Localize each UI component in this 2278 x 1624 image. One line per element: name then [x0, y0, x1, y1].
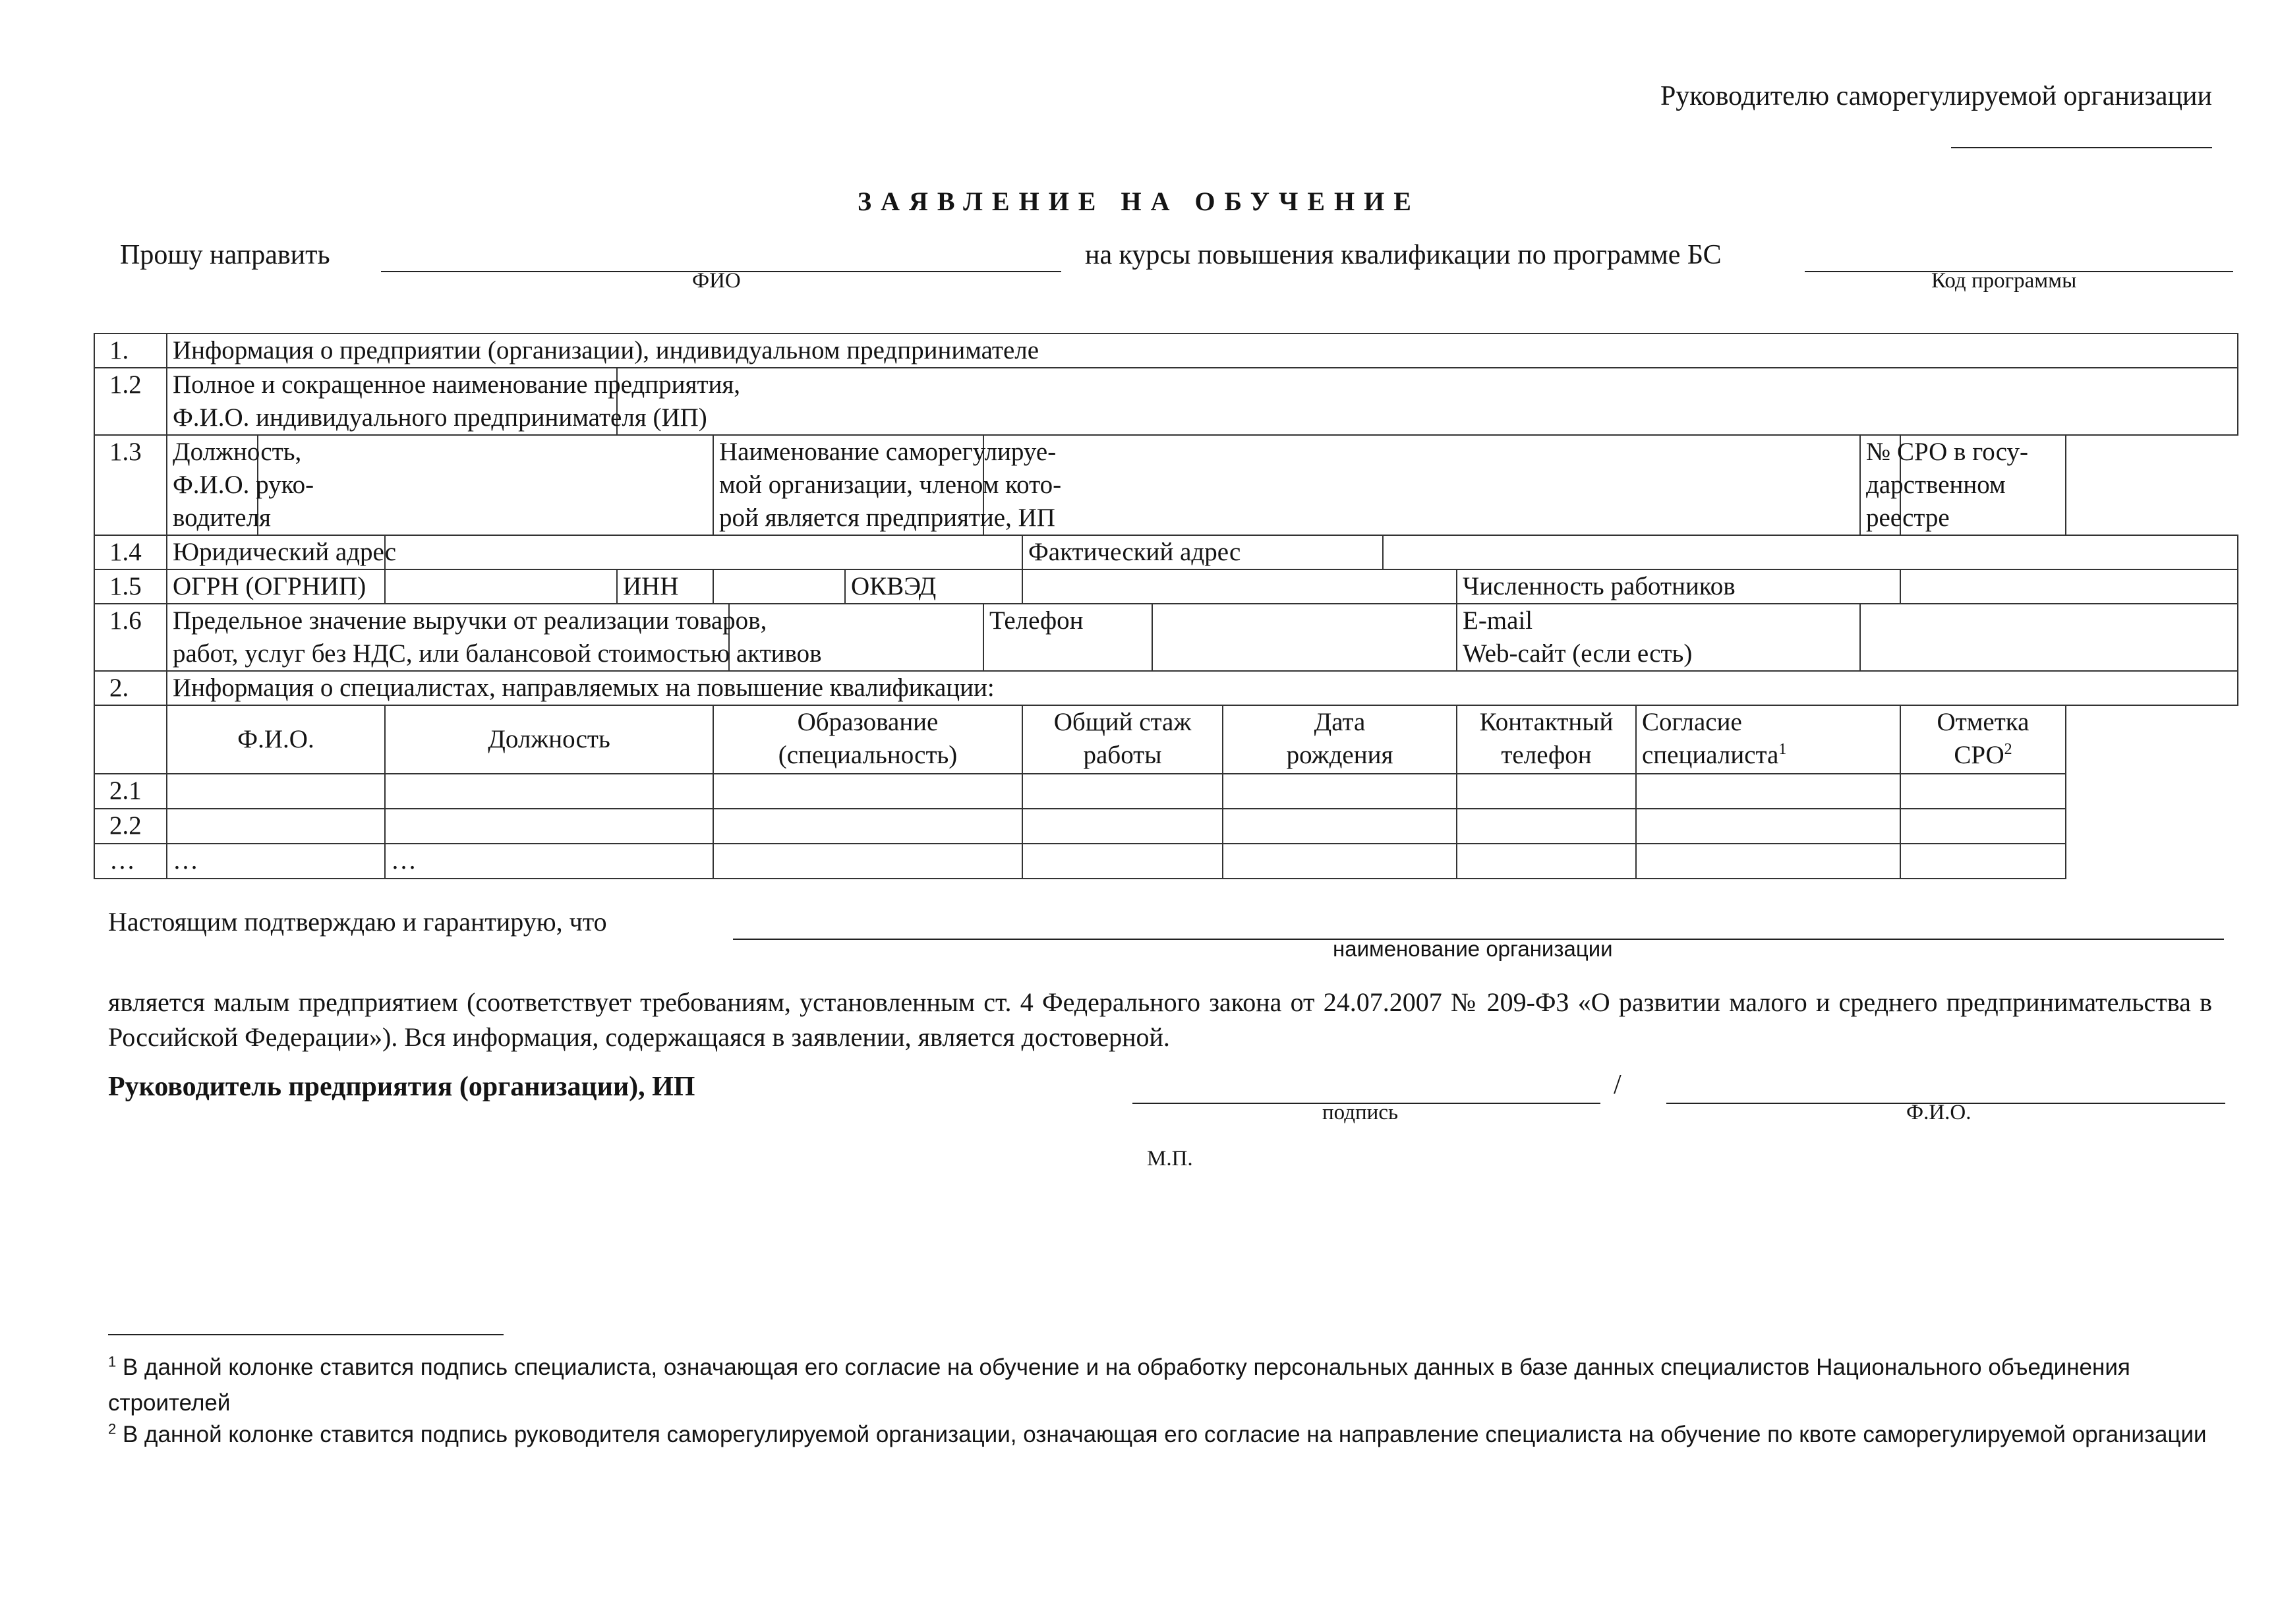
col-header-consent-line-2 [1642, 739, 1894, 772]
row-number: 2.2 [94, 809, 167, 844]
specialist-row-2-1 [94, 774, 2238, 809]
col-header-experience [1022, 705, 1223, 774]
okved-label: ОКВЭД [845, 569, 1022, 604]
document-title: ЗАЯВЛЕНИЕ НА ОБУЧЕНИЕ [858, 187, 1420, 216]
col-header-consent-line-1: Согласие [1642, 708, 1742, 736]
sro-name-label-line-2: мой организации, членом кото- [719, 471, 1062, 499]
specialist-fio-field[interactable] [167, 774, 385, 809]
inn-label: ИНН [617, 569, 713, 604]
specialist-sro-mark-field[interactable] [1900, 809, 2066, 844]
application-form-table [94, 333, 2238, 879]
row-number: 1.6 [94, 604, 167, 671]
sro-registry-label-line-3: реестре [1866, 504, 1950, 532]
section-2-title: Информация о специалистах, направляемых на повышение квалификации: [167, 671, 2238, 705]
row-1-3 [94, 435, 2238, 535]
stamp-place-label: М.П. [1147, 1147, 1193, 1171]
signature-caption: подпись [1322, 1101, 1399, 1124]
section-1-title: Информация о предприятии (организации), индивидуальном предпринимателе [167, 334, 2238, 368]
email-web-field[interactable] [1860, 604, 2238, 671]
row-number-ellipsis: … [94, 844, 167, 879]
col-header-fio: Ф.И.О. [167, 705, 385, 774]
legal-address-field[interactable] [385, 535, 1022, 569]
actual-address-label: Фактический адрес [1022, 535, 1383, 569]
company-name-label-line-1: Полное и сокращенное наименование предприятия, [173, 370, 741, 399]
col-header-experience-line-2: работы [1083, 741, 1162, 769]
col-header-birthdate-line-2: рождения [1286, 741, 1393, 769]
specialist-phone-field[interactable] [1457, 844, 1636, 879]
legal-address-label: Юридический адрес [167, 535, 385, 569]
col-header-contact-phone-line-2: телефон [1501, 741, 1592, 769]
col-header-education-line-2: (специальность) [778, 741, 958, 769]
footnote-separator [108, 1334, 504, 1335]
ogrn-label: ОГРН (ОГРНИП) [167, 569, 385, 604]
okved-field[interactable] [1022, 569, 1457, 604]
sro-name-label-line-1: Наименование саморегулируе- [719, 438, 1057, 466]
specialists-header-row [94, 705, 2238, 774]
col-header-sro-mark-line-1: Отметка [1937, 708, 2030, 736]
director-label-line-2: Ф.И.О. руко- [173, 471, 314, 499]
director-label [167, 435, 314, 535]
footnote-ref-2: 2 [2004, 741, 2012, 758]
row-1-5 [94, 569, 2238, 604]
specialist-education-field[interactable] [713, 774, 1022, 809]
specialist-education-field[interactable] [713, 844, 1022, 879]
row-number: 2.1 [94, 774, 167, 809]
footnote-2 [108, 1417, 2217, 1453]
email-label: E-mail [1463, 606, 1533, 635]
program-code-caption: Код программы [1931, 269, 2077, 293]
col-header-sro-mark-line-2 [1906, 739, 2060, 772]
director-field[interactable] [258, 435, 713, 535]
company-name-field[interactable] [617, 368, 2238, 435]
specialist-phone-field[interactable] [1457, 809, 1636, 844]
specialist-birthdate-field[interactable] [1223, 844, 1457, 879]
phone-label: Телефон [983, 604, 1152, 671]
sro-name-field[interactable] [983, 435, 1860, 535]
sro-registry-label [1860, 435, 2028, 535]
footnote-1-mark: 1 [108, 1353, 117, 1370]
email-web-label [1457, 604, 1860, 671]
director-label-line-1: Должность, [173, 438, 302, 466]
specialist-consent-field[interactable] [1636, 774, 1900, 809]
specialist-birthdate-field[interactable] [1223, 809, 1457, 844]
footnote-2-text: В данной колонке ставится подпись руководителя саморегулируемой организации, означающая его согласие на направление специалиста на обучение по квоте саморегулируемой организации [122, 1422, 2207, 1447]
col-header-birthdate-line-1: Дата [1314, 708, 1366, 736]
specialist-experience-field[interactable] [1022, 809, 1223, 844]
sro-name-label-line-3: рой является предприятие, ИП [719, 504, 1055, 532]
col-header-birthdate [1223, 705, 1457, 774]
signature-separator: / [1614, 1070, 1621, 1100]
organization-name-caption: наименование организации [1333, 937, 1613, 961]
section-2-row [94, 671, 2238, 705]
ogrn-field[interactable] [385, 569, 617, 604]
specialist-experience-field[interactable] [1022, 774, 1223, 809]
website-label: Web-сайт (если есть) [1463, 639, 1693, 668]
footnote-ref-1: 1 [1778, 741, 1787, 758]
col-header-contact-phone-line-1: Контактный [1479, 708, 1614, 736]
fio-caption: ФИО [692, 269, 741, 293]
row-number: 1.3 [94, 435, 167, 535]
staff-count-field[interactable] [1900, 569, 2238, 604]
specialist-phone-field[interactable] [1457, 774, 1636, 809]
specialist-education-field[interactable] [713, 809, 1022, 844]
specialist-row-ellipsis [94, 844, 2238, 879]
inn-field[interactable] [713, 569, 845, 604]
footnote-2-mark: 2 [108, 1420, 117, 1437]
sro-name-label [713, 435, 1062, 535]
specialist-position-ellipsis[interactable]: … [385, 844, 713, 879]
col-header-position: Должность [385, 705, 713, 774]
col-header-consent [1636, 705, 1900, 774]
specialist-experience-field[interactable] [1022, 844, 1223, 879]
specialist-fio-ellipsis[interactable]: … [167, 844, 385, 879]
revenue-label-line-2: работ, услуг без НДС, или балансовой стоимостью активов [173, 639, 822, 668]
specialist-fio-field[interactable] [167, 809, 385, 844]
row-number: 1.4 [94, 535, 167, 569]
col-header-sro-mark-text: СРО [1954, 741, 2004, 769]
revenue-label-line-1: Предельное значение выручки от реализации товаров, [173, 606, 767, 635]
actual-address-field[interactable] [1383, 535, 2238, 569]
specialist-sro-mark-field[interactable] [1900, 774, 2066, 809]
header-empty-cell [94, 705, 167, 774]
specialist-consent-field[interactable] [1636, 844, 1900, 879]
col-header-consent-text: специалиста [1642, 741, 1779, 769]
specialist-sro-mark-field[interactable] [1900, 844, 2066, 879]
signer-label: Руководитель предприятия (организации), ИП [108, 1072, 695, 1102]
col-header-education [713, 705, 1022, 774]
specialist-row-2-2 [94, 809, 2238, 844]
phone-field[interactable] [1152, 604, 1457, 671]
confirmation-prefix: Настоящим подтверждаю и гарантирую, что [108, 907, 607, 937]
director-label-line-3: водителя [173, 504, 271, 532]
signer-name-caption: Ф.И.О. [1906, 1101, 1971, 1124]
row-1-6 [94, 604, 2238, 671]
specialist-position-field[interactable] [385, 774, 713, 809]
col-header-education-line-1: Образование [797, 708, 939, 736]
request-course-text: на курсы повышения квалификации по программе БС [1085, 240, 1722, 270]
staff-count-label: Численность работников [1457, 569, 1900, 604]
footnote-1 [108, 1350, 2217, 1421]
col-header-sro-mark [1900, 705, 2066, 774]
row-number: 1.5 [94, 569, 167, 604]
row-number: 2. [94, 671, 167, 705]
company-name-label [167, 368, 741, 435]
footnote-1-text: В данной колонке ставится подпись специалиста, означающая его согласие на обучение и на обработку персональных данных в базе данных специалистов Национального объединения строителей [108, 1354, 2130, 1416]
specialist-birthdate-field[interactable] [1223, 774, 1457, 809]
section-1-row [94, 334, 2238, 368]
row-1-2 [94, 368, 2238, 435]
sro-registry-label-line-1: № СРО в госу- [1866, 438, 2028, 466]
col-header-contact-phone [1457, 705, 1636, 774]
sro-registry-label-line-2: дарственном [1866, 471, 2006, 499]
row-1-4 [94, 535, 2238, 569]
confirmation-paragraph: является малым предприятием (соответствует требованиям, установленным ст. 4 Федерального закона от 24.07.2007 № 209-ФЗ «О развитии малого и среднего предпринимательства в Российской Федерации»). Вся информация, содержащаяся в заявлении, является достоверной. [108, 987, 2212, 1052]
row-number: 1.2 [94, 368, 167, 435]
specialist-consent-field[interactable] [1636, 809, 1900, 844]
company-name-label-line-2: Ф.И.О. индивидуального предпринимателя (ИП) [173, 403, 707, 432]
specialist-position-field[interactable] [385, 809, 713, 844]
addressee-label: Руководителю саморегулируемой организации [1660, 81, 2212, 111]
revenue-label [167, 604, 822, 671]
addressee-name-line[interactable] [1951, 147, 2212, 148]
request-prefix: Прошу направить [120, 240, 330, 270]
row-number: 1. [94, 334, 167, 368]
col-header-experience-line-1: Общий стаж [1053, 708, 1192, 736]
